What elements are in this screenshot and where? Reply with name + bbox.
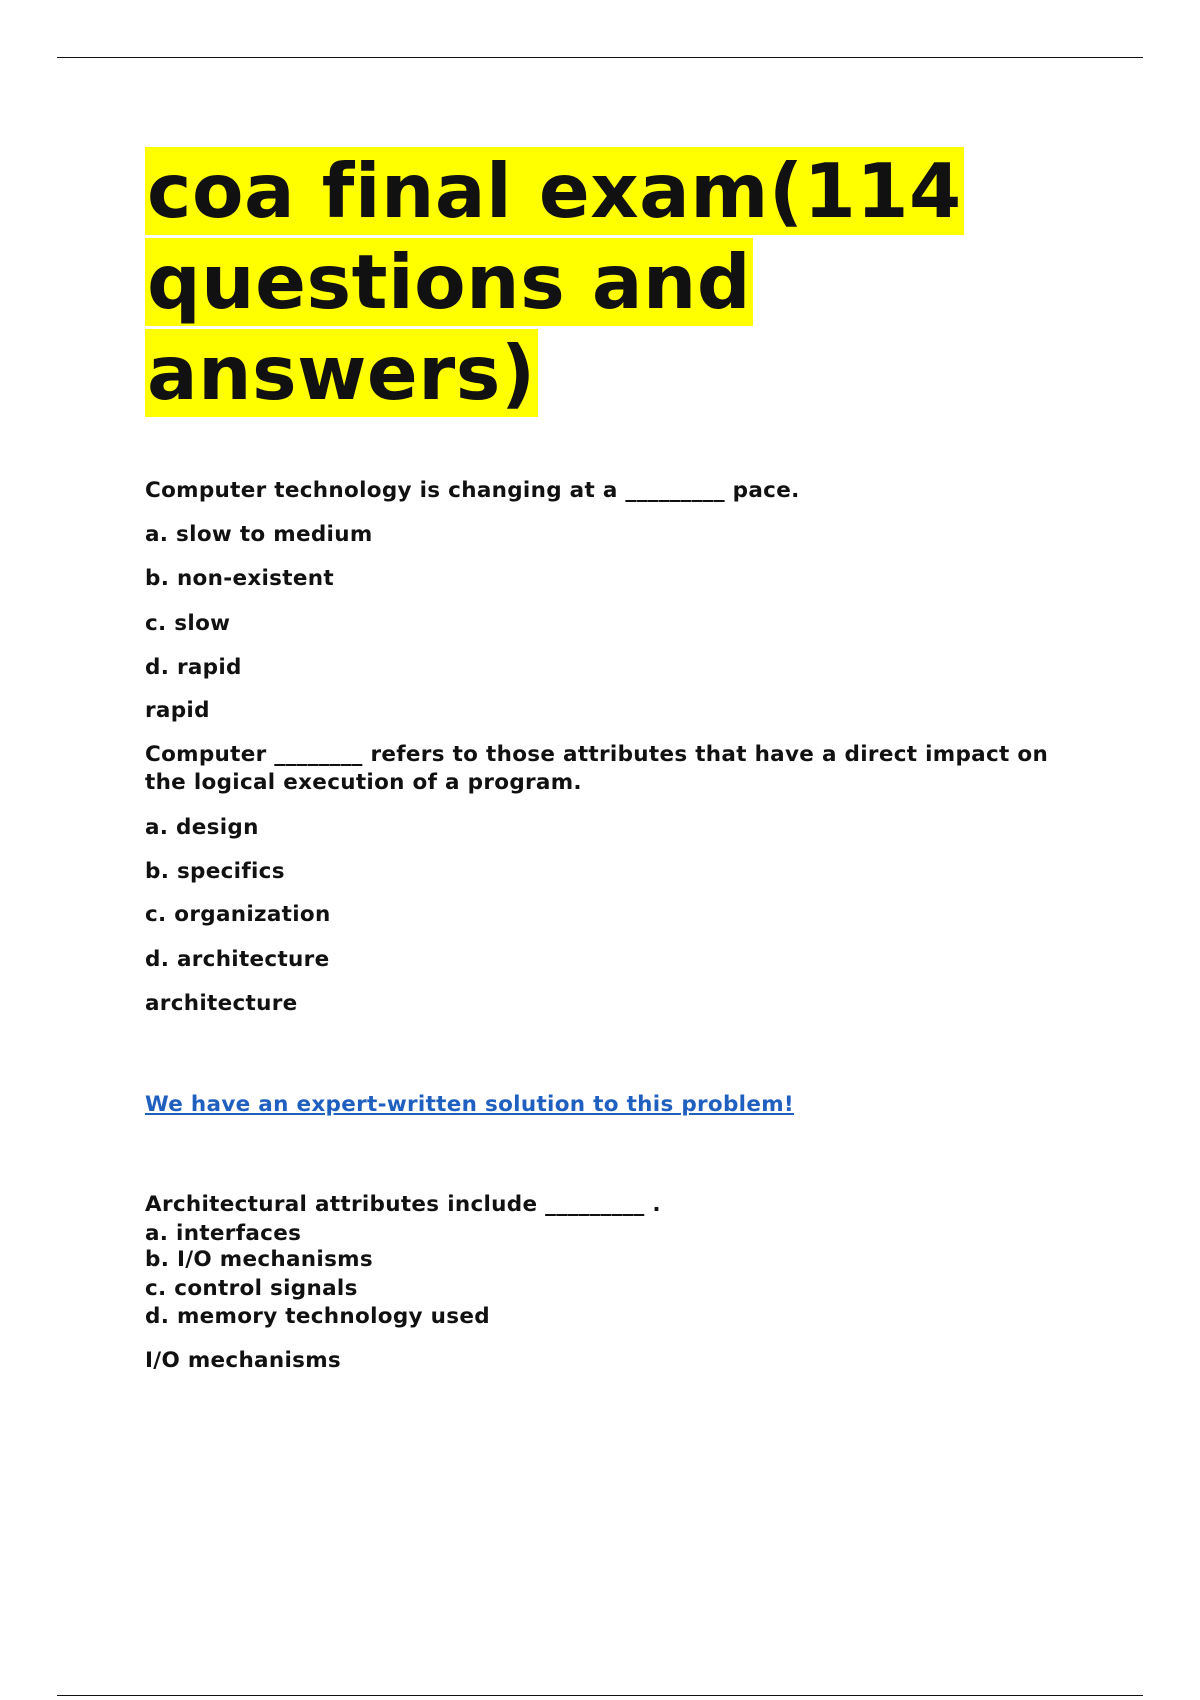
question-3-option-c: c. control signals bbox=[145, 1276, 358, 1301]
title-text: coa final exam(114 questions and answers) bbox=[147, 147, 962, 417]
question-3-option-b: b. I/O mechanisms bbox=[145, 1247, 373, 1272]
question-1-option-d: d. rapid bbox=[145, 655, 242, 680]
question-2-answer: architecture bbox=[145, 991, 298, 1016]
top-rule bbox=[57, 57, 1143, 58]
question-3-answer: I/O mechanisms bbox=[145, 1348, 342, 1373]
question-3-prompt: Architectural attributes include _________ . bbox=[145, 1192, 661, 1217]
question-1-option-b: b. non-existent bbox=[145, 566, 334, 591]
bottom-rule bbox=[57, 1695, 1143, 1696]
question-1-option-c: c. slow bbox=[145, 611, 231, 636]
question-1-option-a: a. slow to medium bbox=[145, 522, 373, 547]
question-1-prompt: Computer technology is changing at a _________ pace. bbox=[145, 478, 800, 503]
question-2-option-d: d. architecture bbox=[145, 947, 330, 972]
question-1-answer: rapid bbox=[145, 698, 210, 723]
question-2-option-b: b. specifics bbox=[145, 859, 285, 884]
question-3-option-a: a. interfaces bbox=[145, 1221, 302, 1246]
question-2-option-c: c. organization bbox=[145, 902, 331, 927]
question-2-option-a: a. design bbox=[145, 815, 259, 840]
document-title bbox=[145, 146, 1005, 419]
expert-solution-link[interactable]: We have an expert-written solution to this problem! bbox=[145, 1092, 795, 1117]
question-2-prompt: Computer ________ refers to those attributes that have a direct impact on the logical execution of a program. bbox=[145, 742, 1049, 795]
question-3-option-d: d. memory technology used bbox=[145, 1304, 490, 1329]
